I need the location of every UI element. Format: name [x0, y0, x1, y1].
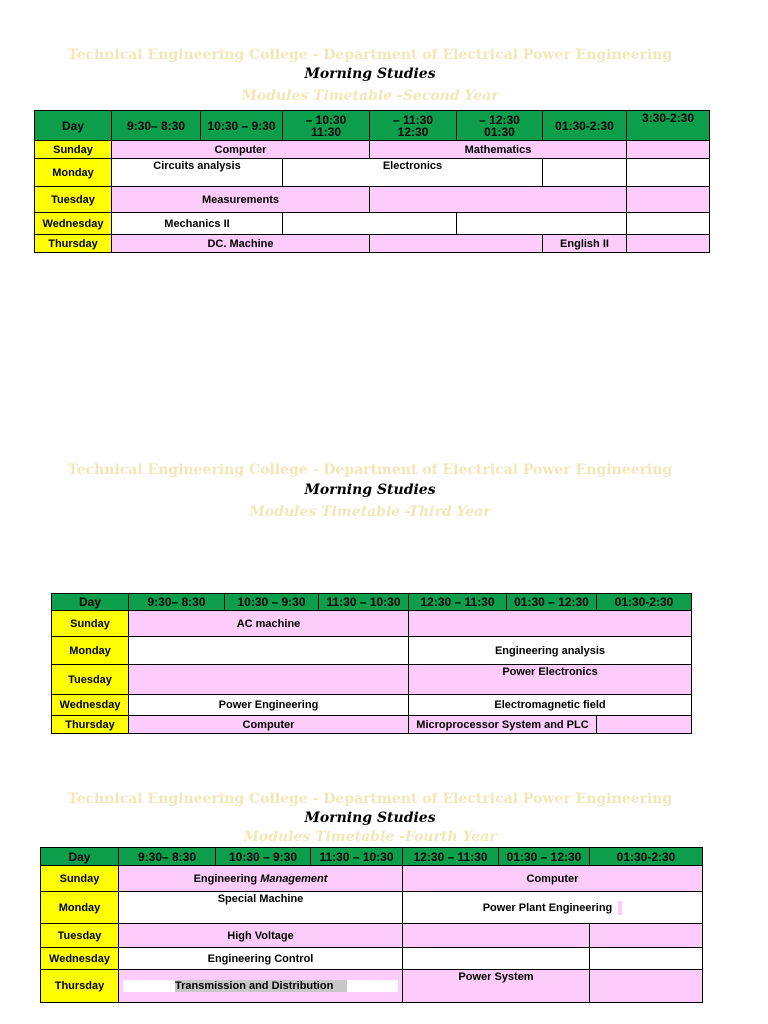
cell-thursday-transmission — [119, 970, 403, 1003]
header-slot-2: 10:30 – 9:30 — [225, 594, 319, 611]
cell-sunday-computer: Computer — [112, 141, 370, 159]
header-slot-3: 11:30 – 10:30 — [311, 848, 403, 866]
day-monday: Monday — [52, 637, 129, 665]
subtitle-third-year: Modules Timetable -Third Year — [249, 504, 491, 520]
day-sunday: Sunday — [41, 866, 119, 892]
cell-wednesday-empty-1 — [403, 948, 590, 970]
cell-sunday-mathematics: Mathematics — [370, 141, 627, 159]
header-slot-4 — [370, 111, 457, 141]
header-slot-3: 11:30 – 10:30 — [319, 594, 409, 611]
row-wednesday — [35, 213, 710, 235]
college-title-3: Technical Engineering College - Department of Electrical Power Engineering — [67, 791, 673, 807]
row-sunday — [52, 611, 692, 637]
cell-monday-empty-1 — [543, 159, 627, 187]
transmission-band — [123, 980, 398, 992]
morning-heading-2: Morning Studies — [304, 482, 436, 498]
header-day: Day — [35, 111, 112, 141]
day-thursday: Thursday — [35, 235, 112, 253]
pink-marker — [618, 901, 622, 915]
cell-tuesday-empty-1 — [403, 924, 590, 948]
cell-tuesday-measurements: Measurements — [112, 187, 370, 213]
cell-text-management: Management — [260, 872, 328, 885]
morning-heading-1: Morning Studies — [304, 66, 436, 82]
row-tuesday — [52, 665, 692, 695]
cell-monday-electronics: Electronics — [283, 159, 543, 187]
cell-sunday-computer: Computer — [403, 866, 703, 892]
header-slot-1: 9:30– 8:30 — [112, 111, 201, 141]
day-monday: Monday — [41, 892, 119, 924]
cell-wednesday-power-engineering: Power Engineering — [129, 695, 409, 716]
header-slot-2: 10:30 – 9:30 — [201, 111, 283, 141]
cell-tuesday-empty-2 — [590, 924, 703, 948]
header-slot-1: 9:30– 8:30 — [129, 594, 225, 611]
row-monday — [41, 892, 703, 924]
cell-wednesday-empty-2 — [457, 213, 627, 235]
row-sunday — [41, 866, 703, 892]
row-tuesday — [35, 187, 710, 213]
cell-monday-special-machine: Special Machine — [119, 892, 403, 924]
cell-text-engineering: Engineering — [193, 872, 261, 885]
header-row — [35, 111, 710, 141]
cell-wednesday-empty-1 — [283, 213, 457, 235]
cell-thursday-power-system: Power System — [403, 970, 590, 1003]
cell-thursday-empty-1 — [370, 235, 543, 253]
row-monday — [52, 637, 692, 665]
cell-wednesday-electromagnetic: Electromagnetic field — [409, 695, 692, 716]
header-slot-7: 3:30-2:30 — [627, 111, 710, 141]
header-slot-5-line-2: 01:30 — [484, 124, 515, 139]
cell-thursday-empty-2 — [627, 235, 710, 253]
cell-sunday-ac-machine: AC machine — [129, 611, 409, 637]
header-slot-5: 01:30 – 12:30 — [507, 594, 597, 611]
header-day: Day — [41, 848, 119, 866]
cell-tuesday-power-electronics: Power Electronics — [409, 665, 692, 695]
header-day: Day — [52, 594, 129, 611]
header-slot-5 — [457, 111, 543, 141]
cell-thursday-english: English II — [543, 235, 627, 253]
cell-text-transmission: Transmission and Distribution — [175, 980, 347, 992]
cell-tuesday-high-voltage: High Voltage — [119, 924, 403, 948]
header-slot-4-line-2: 12:30 — [397, 124, 429, 139]
header-slot-5-line-1: – 12:30 — [479, 112, 520, 127]
header-slot-1: 9:30– 8:30 — [119, 848, 216, 866]
subtitle-fourth-year: Modules Timetable -Fourth Year — [243, 829, 497, 845]
day-wednesday: Wednesday — [35, 213, 112, 235]
cell-thursday-microprocessor: Microprocessor System and PLC — [409, 716, 597, 734]
row-wednesday — [41, 948, 703, 970]
day-tuesday: Tuesday — [41, 924, 119, 948]
day-sunday: Sunday — [35, 141, 112, 159]
cell-thursday-dc-machine: DC. Machine — [112, 235, 370, 253]
day-sunday: Sunday — [52, 611, 129, 637]
header-slot-6: 01:30-2:30 — [543, 111, 627, 141]
college-title-2: Technical Engineering College - Department of Electrical Power Engineering — [67, 462, 673, 478]
header-row — [41, 848, 703, 866]
header-slot-4: 12:30 – 11:30 — [403, 848, 499, 866]
cell-thursday-computer: Computer — [129, 716, 409, 734]
timetable-third-year — [51, 593, 692, 734]
header-slot-3-line-1: – 10:30 — [305, 112, 347, 127]
cell-monday-empty — [129, 637, 409, 665]
cell-tuesday-empty-1 — [370, 187, 627, 213]
day-monday: Monday — [35, 159, 112, 187]
cell-wednesday-empty-2 — [590, 948, 703, 970]
header-slot-6: 01:30-2:30 — [597, 594, 692, 611]
header-row — [52, 594, 692, 611]
header-slot-4-line-1: – 11:30 — [392, 112, 434, 127]
morning-heading-3: Morning Studies — [304, 810, 436, 826]
day-thursday: Thursday — [52, 716, 129, 734]
cell-sunday-engineering-management — [119, 866, 403, 892]
day-wednesday: Wednesday — [41, 948, 119, 970]
day-wednesday: Wednesday — [52, 695, 129, 716]
row-wednesday — [52, 695, 692, 716]
row-sunday — [35, 141, 710, 159]
cell-wednesday-mechanics: Mechanics II — [112, 213, 283, 235]
timetable-second-year — [34, 110, 710, 253]
row-thursday — [35, 235, 710, 253]
cell-monday-empty-2 — [627, 159, 710, 187]
header-slot-5: 01:30 – 12:30 — [499, 848, 590, 866]
row-monday — [35, 159, 710, 187]
cell-monday-circuits: Circuits analysis — [112, 159, 283, 187]
header-slot-4: 12:30 – 11:30 — [409, 594, 507, 611]
header-slot-6: 01:30-2:30 — [590, 848, 703, 866]
cell-sunday-empty — [627, 141, 710, 159]
header-slot-2: 10:30 – 9:30 — [216, 848, 311, 866]
day-tuesday: Tuesday — [35, 187, 112, 213]
cell-wednesday-engineering-control: Engineering Control — [119, 948, 403, 970]
college-title-1: Technical Engineering College - Department of Electrical Power Engineering — [67, 47, 673, 63]
header-slot-3 — [283, 111, 370, 141]
cell-tuesday-empty-2 — [627, 187, 710, 213]
day-tuesday: Tuesday — [52, 665, 129, 695]
row-tuesday — [41, 924, 703, 948]
cell-monday-power-plant — [403, 892, 703, 924]
day-thursday: Thursday — [41, 970, 119, 1003]
cell-wednesday-empty-3 — [627, 213, 710, 235]
row-thursday — [52, 716, 692, 734]
cell-thursday-empty — [597, 716, 692, 734]
cell-monday-engineering-analysis: Engineering analysis — [409, 637, 692, 665]
cell-thursday-empty — [590, 970, 703, 1003]
cell-text-power-plant: Power Plant Engineering — [482, 901, 613, 914]
cell-tuesday-empty — [129, 665, 409, 695]
cell-sunday-empty — [409, 611, 692, 637]
subtitle-second-year: Modules Timetable -Second Year — [241, 88, 499, 104]
timetable-fourth-year — [40, 847, 703, 1003]
row-thursday — [41, 970, 703, 1003]
header-slot-3-line-2: 11:30 — [310, 124, 342, 139]
